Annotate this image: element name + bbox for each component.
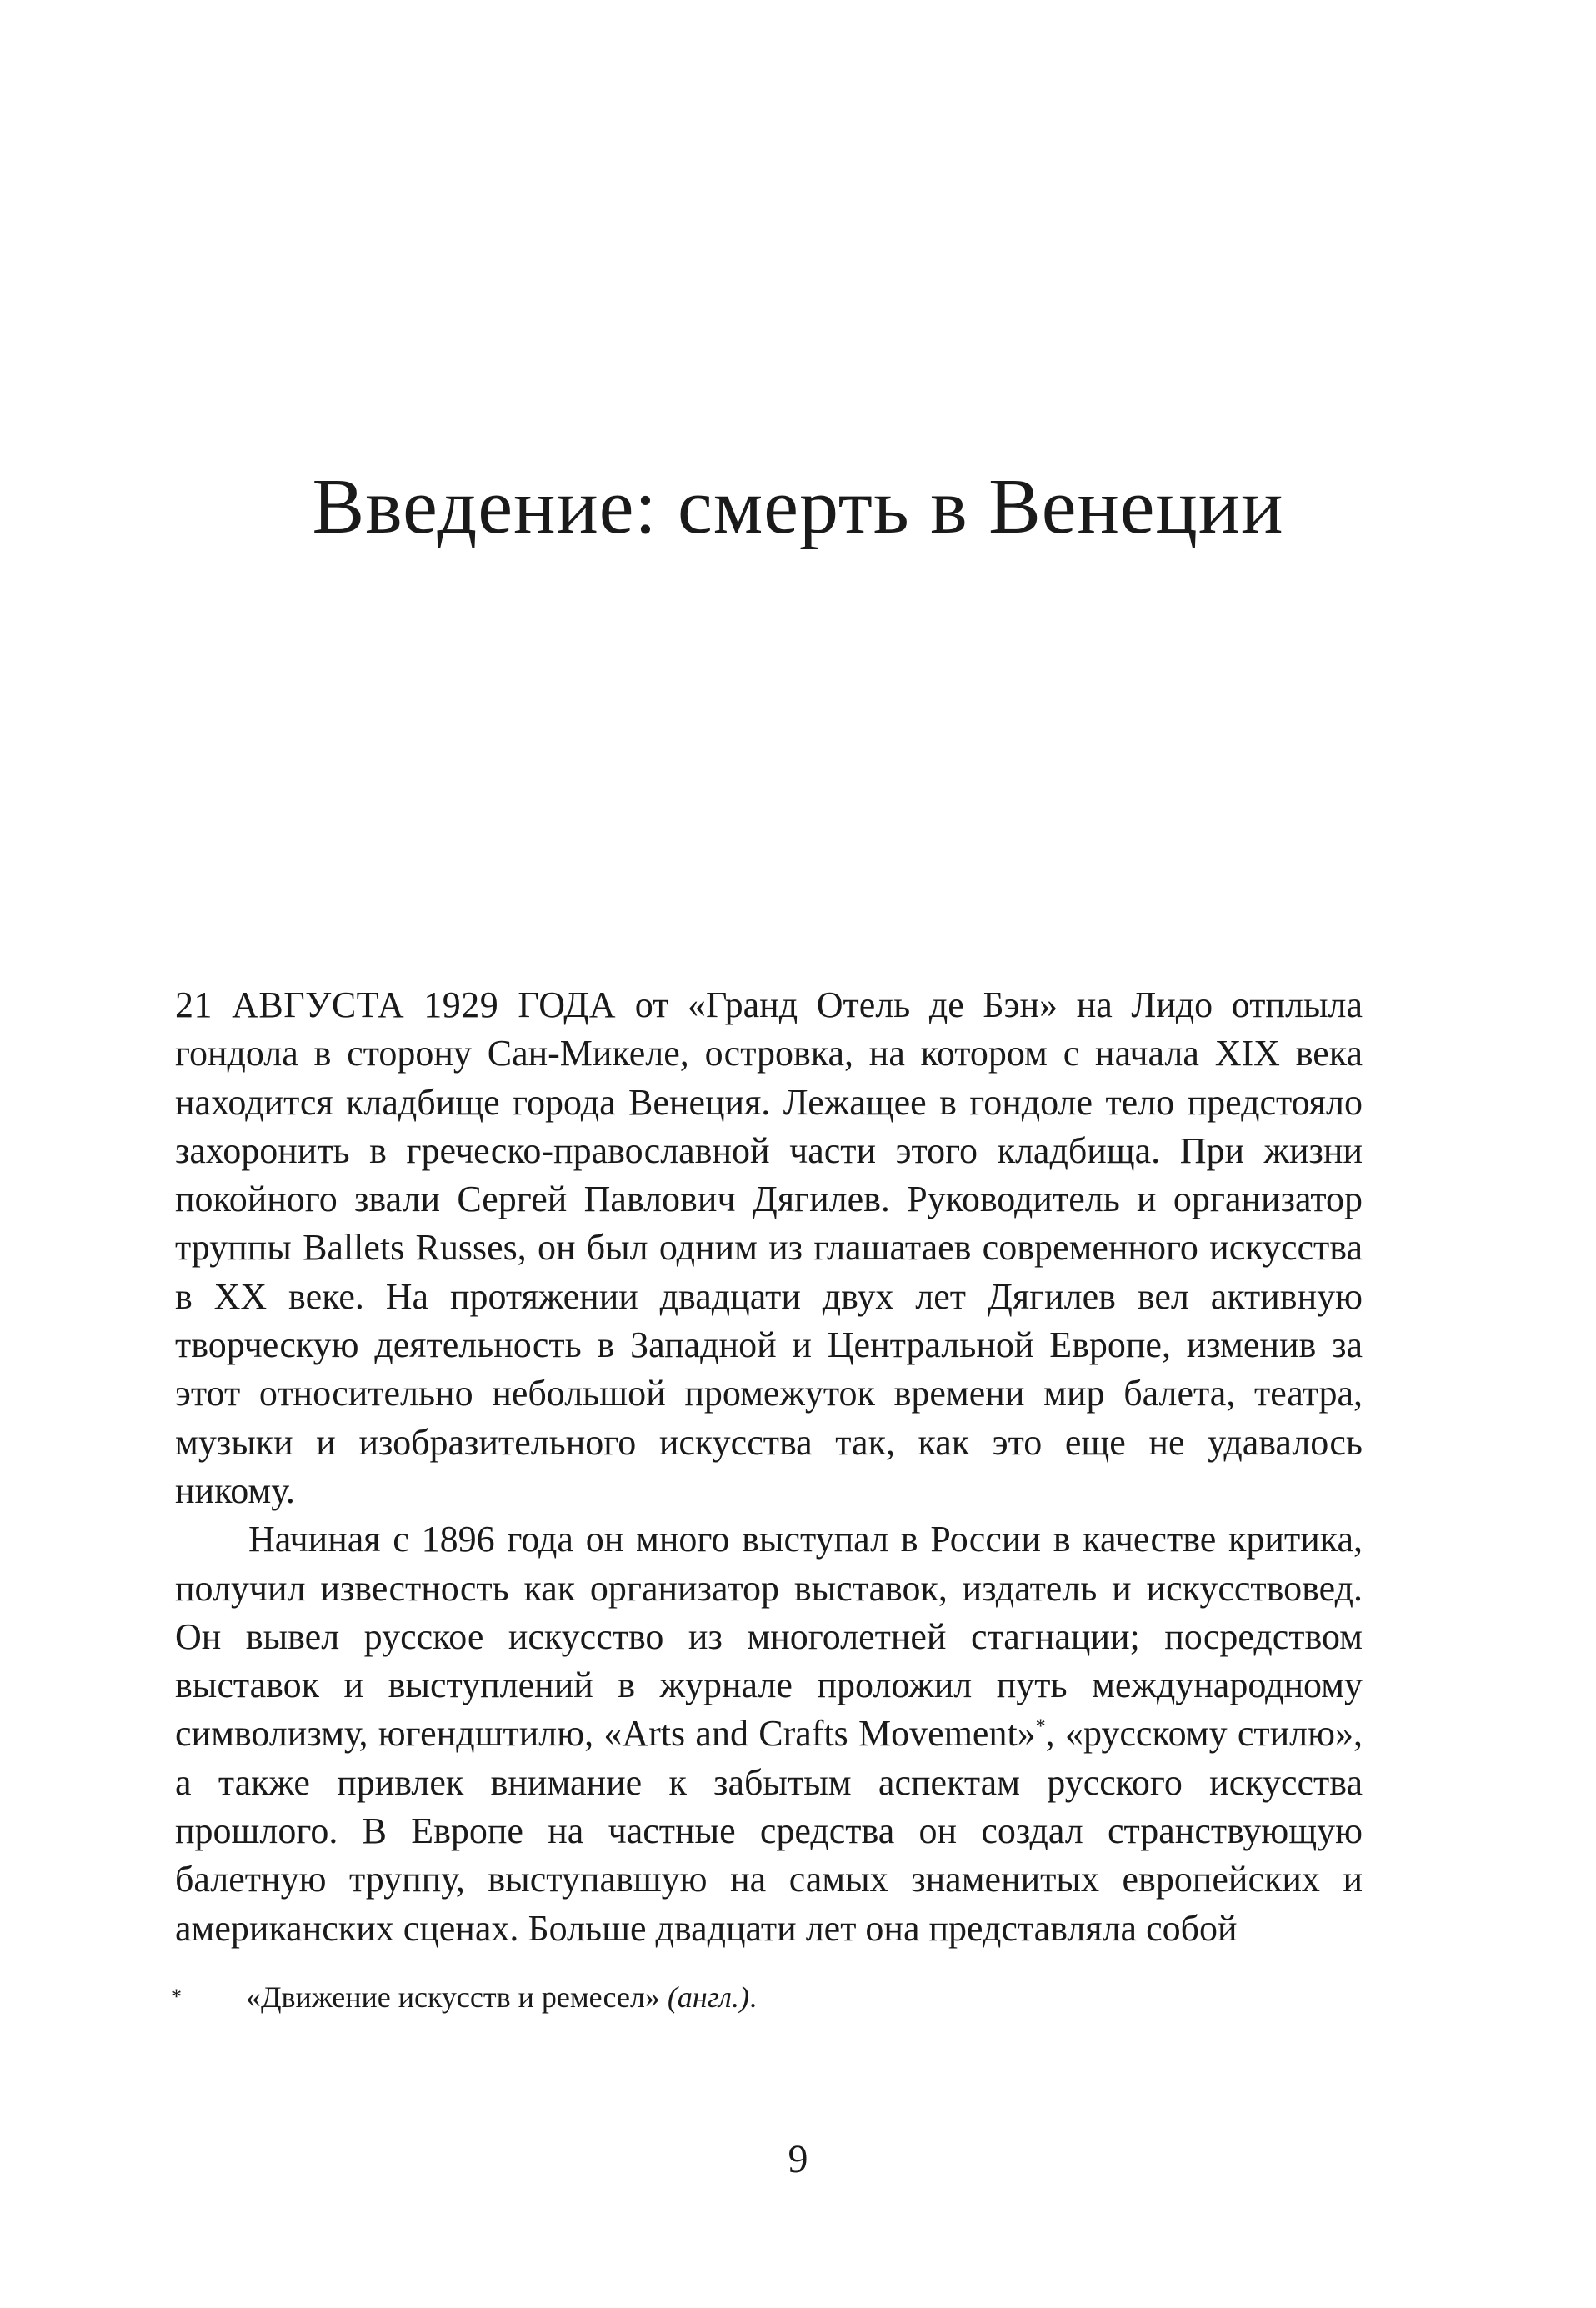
paragraph-2 (175, 1515, 1363, 1953)
footnote-mark: * (171, 1985, 182, 2009)
chapter-title: Введение: смерть в Венеции (312, 463, 1284, 550)
footnote-language-note: (англ.) (667, 1980, 749, 2014)
paragraph-1 (175, 981, 1363, 1515)
paragraph-lead-in: 21 АВГУСТА 1929 ГОДА (175, 984, 617, 1025)
paragraph-2-text-before-note: Начиная с 1896 года он много выступал в России в качестве критика, получил известность как организатор выставок, издатель и искусствовед. Он вывел русское искусство из многолетней стагнации; посредством выставок и выступлений в журнале проложил путь международному символизму, югендштилю, «Arts and Crafts Movement» (175, 1519, 1363, 1755)
footnote (171, 1978, 1363, 2016)
footnote-period: . (749, 1980, 757, 2014)
body-text (175, 981, 1363, 1953)
page-number: 9 (788, 2137, 808, 2181)
paragraph-1-text: от «Гранд Отель де Бэн» на Лидо отплыла гондола в сторону Сан-Микеле, островка, на котором с начала XIX века находится кладбище города Венеция. Лежащее в гондоле тело предстояло захоронить в греческо-православной части этого кладбища. При жизни покойного звали Сергей Павлович Дягилев. Руководитель и организатор труппы Ballets Russes, он был одним из глашатаев современного искусства в XX веке. На протяжении двадцати двух лет Дягилев вел активную творческую деятельность в Западной и Центральной Европе, изменив за этот относительно небольшой промежуток времени мир балета, театра, музыки и изобразительного искусства так, как это еще не удавалось никому. (175, 984, 1363, 1511)
footnote-text: «Движение искусств и ремесел» (246, 1980, 668, 2014)
paragraph-2-text-after-note: , «русскому стилю», а также привлек внимание к забытым аспектам русского искусства прошлого. В Европе на частные средства он создал странствующую балетную труппу, выступавшую на самых знаменитых европейских и американских сценах. Больше двадцати лет она представляла собой (175, 1713, 1363, 1949)
footnote-reference: * (1035, 1715, 1046, 1738)
